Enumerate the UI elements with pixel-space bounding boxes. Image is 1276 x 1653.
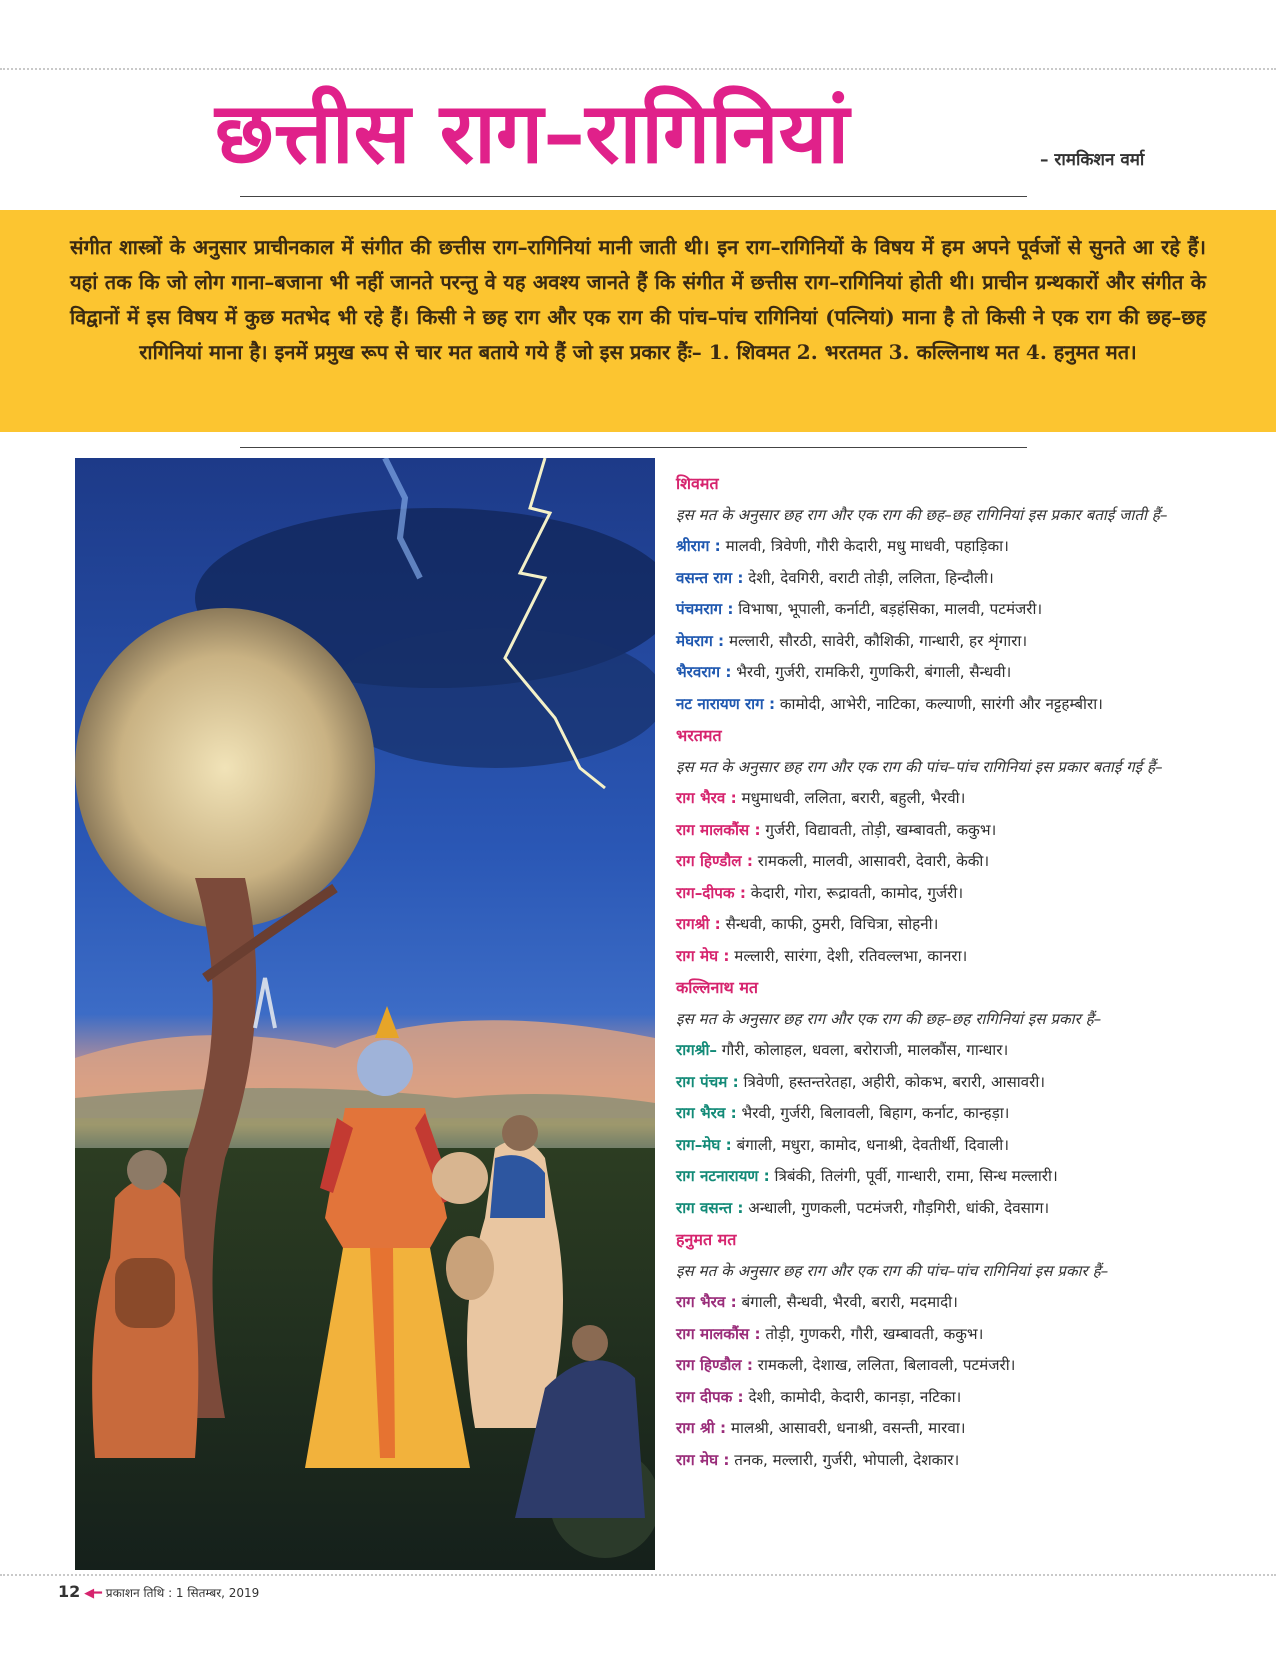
- ragini-list: अन्धाली, गुणकली, पटमंजरी, गौड़गिरी, धांकी, देवसाग।: [743, 1198, 1050, 1217]
- list-item: [676, 815, 1206, 847]
- intro-underline: [240, 447, 1027, 448]
- raga-label: राग वसन्त :: [676, 1198, 744, 1217]
- ragini-list: भैरवी, गुर्जरी, रामकिरी, गुणकिरी, बंगाली, सैन्धवी।: [731, 663, 1012, 681]
- raga-label: राग नटनारायण :: [676, 1167, 770, 1185]
- ragini-list: गौरी, कोलाहल, धवला, बरोराजी, मालकौंस, गान्धार।: [716, 1041, 1009, 1059]
- list-item: [676, 657, 1206, 689]
- krishna-painting-image: [75, 458, 655, 1570]
- list-item: [676, 909, 1206, 941]
- list-item: [676, 563, 1206, 595]
- raga-label: राग दीपक :: [676, 1387, 744, 1406]
- raga-label: रागश्री :: [676, 915, 721, 933]
- raga-label: राग मेघ :: [676, 946, 730, 965]
- ragini-list: केदारी, गोरा, रूद्रावती, कामोद, गुर्जरी।: [745, 883, 964, 902]
- arrow-icon: ◀━: [84, 1586, 102, 1601]
- ragini-list: गुर्जरी, विद्यावती, तोड़ी, खम्बावती, ककुभ।: [760, 820, 997, 839]
- raga-label: नट नारायण राग :: [676, 694, 776, 713]
- raga-label: राग भैरव :: [676, 1104, 737, 1122]
- list-item: [676, 1161, 1206, 1193]
- raga-label: रागश्री–: [676, 1041, 717, 1059]
- list-item: [676, 941, 1206, 973]
- ragini-list: रामकली, मालवी, आसावरी, देवारी, केकी।: [752, 852, 990, 870]
- list-item: [676, 1193, 1206, 1225]
- ragini-list: विभाषा, भूपाली, कर्नाटी, बड़हंसिका, मालवी, पटमंजरी।: [733, 600, 1043, 618]
- ragini-list: मल्लारी, सौरठी, सावेरी, कौशिकी, गान्धारी, हर शृंगारा।: [724, 631, 1028, 650]
- ragini-list: बंगाली, मधुरा, कामोद, धनाश्री, देवतीर्थी, दिवाली।: [731, 1135, 1009, 1154]
- ragini-list: मालवी, त्रिवेणी, गौरी केदारी, मधु माधवी, पहाड़िका।: [720, 537, 1009, 555]
- raga-label: वसन्त राग :: [676, 568, 744, 587]
- raga-label: राग पंचम :: [676, 1072, 739, 1091]
- intro-band: [0, 210, 1276, 432]
- ragini-list: रामकली, देशाख, ललिता, बिलावली, पटमंजरी।: [752, 1356, 1016, 1374]
- ragini-list: कामोदी, आभेरी, नाटिका, कल्याणी, सारंगी और नट्टहम्बीरा।: [775, 694, 1103, 713]
- list-item: [676, 1067, 1206, 1099]
- publication-date: प्रकाशन तिथि : 1 सितम्बर, 2019: [105, 1586, 260, 1600]
- raga-label: भैरवराग :: [676, 663, 732, 681]
- raga-label: राग–दीपक :: [676, 883, 746, 902]
- list-item: [676, 1035, 1206, 1067]
- list-item: [676, 1319, 1206, 1351]
- intro-paragraph: संगीत शास्त्रों के अनुसार प्राचीनकाल में संगीत की छत्तीस राग–रागिनियां मानी जाती थी। इन राग–रागिनियों के विषय में हम अपने पूर्वजों से सुनते आ रहे हैं। यहां तक कि जो लोग गाना–बजाना भी नहीं जानते परन्तु वे यह अवश्य जानते हैं कि संगीत में छत्तीस राग–रागिनियां होती थी। प्राचीन ग्रन्थकारों और संगीत के विद्वानों में इस विषय में कुछ मतभेद भी रहे हैं। किसी ने छह राग और एक राग की पांच–पांच रागिनियां (पत्नियां) माना है तो किसी ने एक राग की छह–छह रागिनियां माना है। इनमें प्रमुख रूप से चार मत बताये गये हैं जो इस प्रकार हैंः– 1. शिवमत 2. भरतमत 3. कल्लिनाथ मत 4. हनुमत मत।: [70, 235, 1206, 364]
- raga-label: मेघराग :: [676, 631, 725, 650]
- ragini-list: त्रिवेणी, हस्तन्तरेतहा, अहीरी, कोकभ, बरारी, आसावरी।: [738, 1072, 1046, 1091]
- ragini-list: तोड़ी, गुणकरी, गौरी, खम्बावती, ककुभ।: [760, 1324, 984, 1343]
- ragini-list: देशी, कामोदी, केदारी, कानड़ा, नटिका।: [743, 1387, 962, 1406]
- raga-label: राग हिण्डौल :: [676, 1356, 753, 1374]
- ragini-list: मल्लारी, सारंगा, देशी, रतिवल्लभा, कानरा।: [729, 946, 968, 965]
- list-item: [676, 878, 1206, 910]
- page-title: छत्तीस राग–रागिनियां: [215, 83, 850, 182]
- list-item: [676, 1413, 1206, 1445]
- raga-lists: [676, 468, 1206, 1476]
- ragini-list: भैरवी, गुर्जरी, बिलावली, बिहाग, कर्नाट, कान्हड़ा।: [736, 1104, 1010, 1122]
- list-item: [676, 783, 1206, 815]
- list-item: [676, 689, 1206, 721]
- raga-label: राग भैरव :: [676, 789, 737, 807]
- bottom-dotted-rule: [0, 1574, 1276, 1576]
- raga-label: राग श्री :: [676, 1419, 727, 1437]
- raga-label: राग मालकौंस :: [676, 1324, 761, 1343]
- list-item: [676, 1287, 1206, 1319]
- section-heading-hanumatmat: हनुमत मत: [676, 1230, 737, 1249]
- raga-label: राग मेघ :: [676, 1450, 730, 1469]
- page-footer: [58, 1582, 259, 1601]
- list-item: [676, 1350, 1206, 1382]
- ragini-list: देशी, देवगिरी, वराटी तोड़ी, ललिता, हिन्दौली।: [743, 568, 994, 587]
- raga-label: राग मालकौंस :: [676, 820, 761, 839]
- ragini-list: सैन्धवी, काफी, ठुमरी, विचित्रा, सोहनी।: [720, 915, 939, 933]
- list-item: [676, 846, 1206, 878]
- list-item: [676, 1445, 1206, 1477]
- list-item: [676, 1098, 1206, 1130]
- section-heading-kallinathmat: कल्लिनाथ मत: [676, 978, 759, 997]
- section-description: इस मत के अनुसार छह राग और एक राग की पांच–पांच रागिनियां इस प्रकार बताई गई हैं–: [676, 757, 1163, 776]
- raga-label: राग भैरव :: [676, 1293, 737, 1311]
- section-description: इस मत के अनुसार छह राग और एक राग की पांच–पांच रागिनियां इस प्रकार हैं–: [676, 1261, 1109, 1280]
- section-description: इस मत के अनुसार छह राग और एक राग की छह–छह रागिनियां इस प्रकार हैं–: [676, 1009, 1102, 1028]
- section-heading-bharatmat: भरतमत: [676, 726, 722, 745]
- list-item: [676, 1130, 1206, 1162]
- list-item: [676, 531, 1206, 563]
- raga-label: पंचमराग :: [676, 600, 734, 618]
- section-description: इस मत के अनुसार छह राग और एक राग की छह–छह रागिनियां इस प्रकार बताई जाती हैं–: [676, 505, 1168, 524]
- ragini-list: बंगाली, सैन्धवी, भैरवी, बरारी, मदमादी।: [736, 1293, 958, 1311]
- section-heading-shivmat: शिवमत: [676, 474, 719, 493]
- list-item: [676, 594, 1206, 626]
- raga-label: राग–मेघ :: [676, 1135, 732, 1154]
- author-byline: – रामकिशन वर्मा: [1040, 150, 1145, 170]
- raga-label: श्रीराग :: [676, 537, 721, 555]
- ragini-list: मधुमाधवी, ललिता, बरारी, बहुली, भैरवी।: [736, 789, 966, 807]
- ragini-list: त्रिबंकी, तिलंगी, पूर्वी, गान्धारी, रामा, सिन्ध मल्लारी।: [769, 1167, 1058, 1185]
- raga-label: राग हिण्डौल :: [676, 852, 753, 870]
- top-dotted-rule: [0, 68, 1276, 70]
- ragini-list: तनक, मल्लारी, गुर्जरी, भोपाली, देशकार।: [729, 1450, 960, 1469]
- title-underline: [240, 196, 1027, 197]
- list-item: [676, 1382, 1206, 1414]
- page-number: 12: [58, 1582, 81, 1601]
- list-item: [676, 626, 1206, 658]
- ragini-list: मालश्री, आसावरी, धनाश्री, वसन्ती, मारवा।: [726, 1419, 966, 1437]
